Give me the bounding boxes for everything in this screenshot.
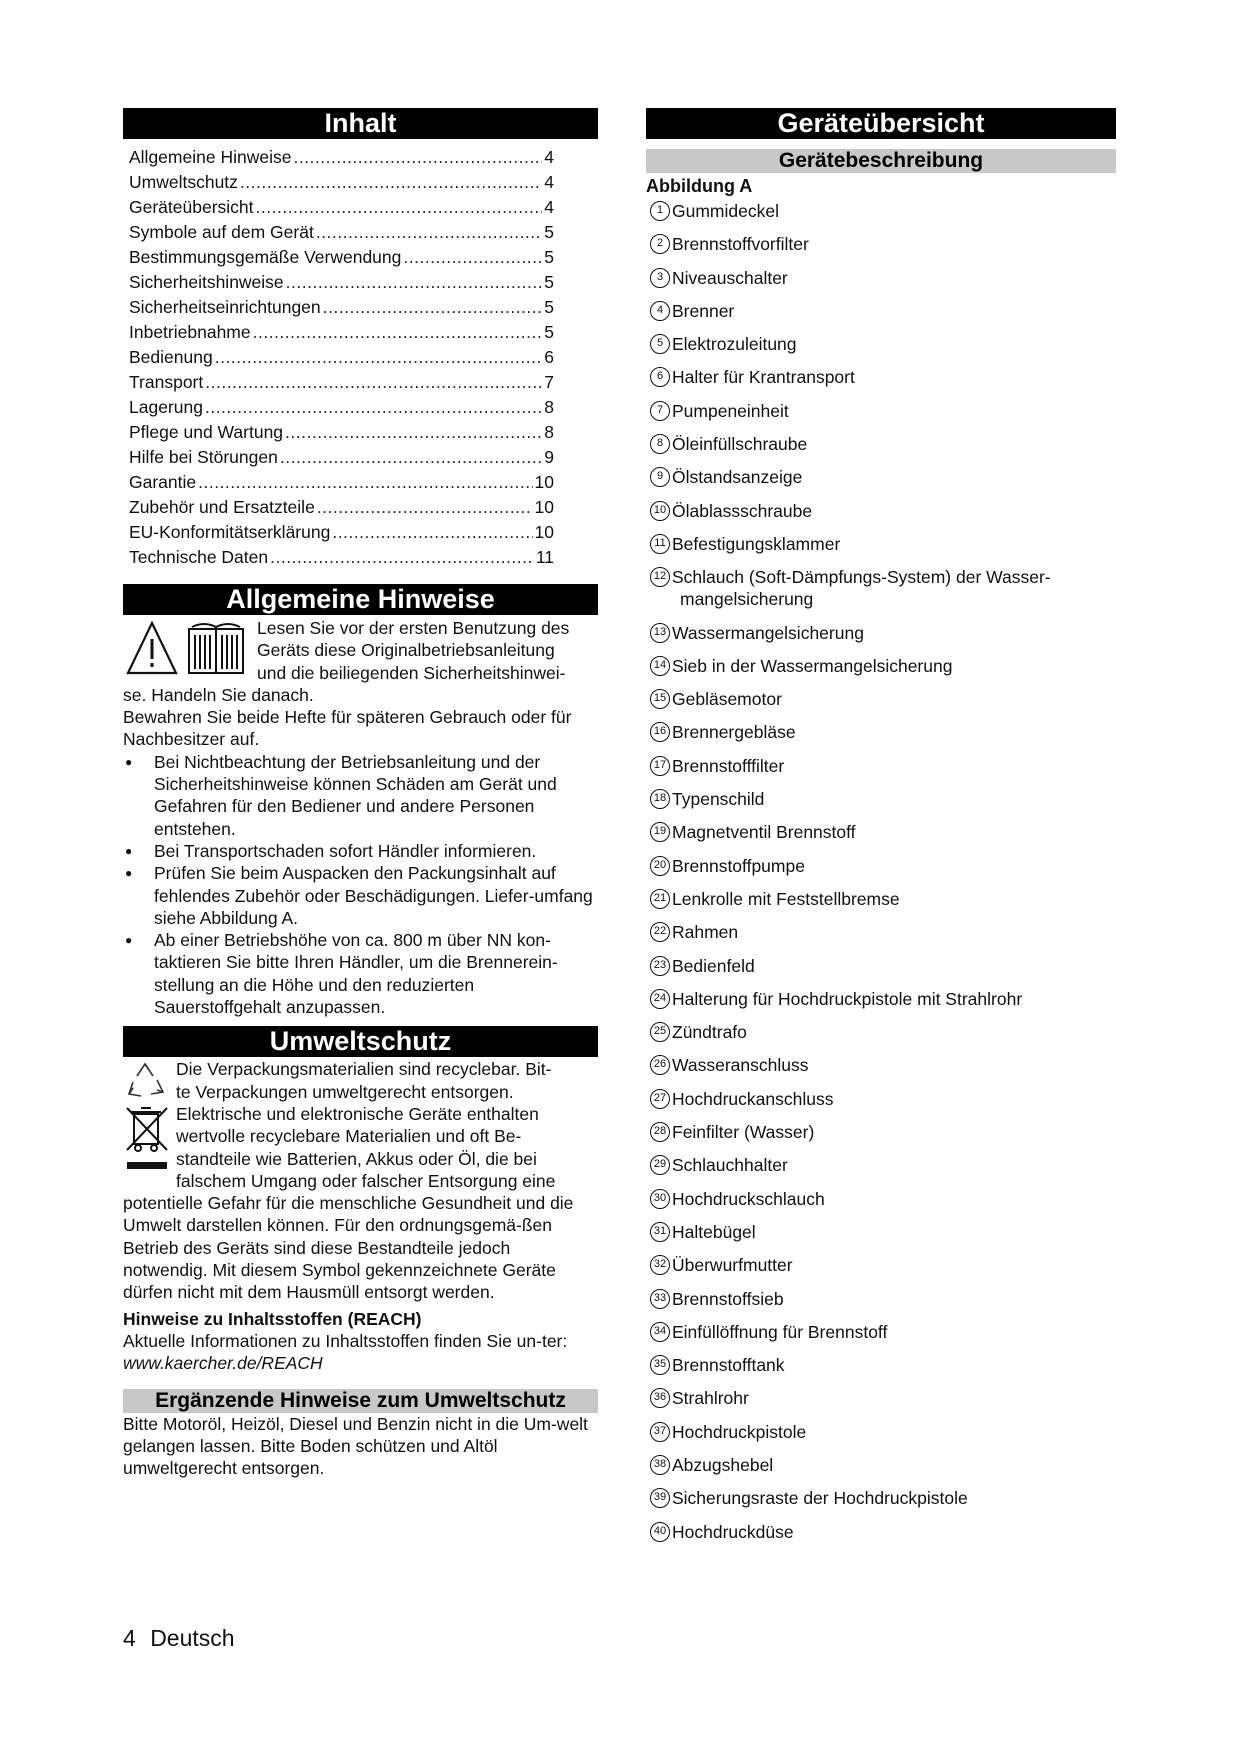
- toc-page: 4: [544, 172, 554, 192]
- part-number: 7: [650, 401, 670, 421]
- part-label: Gebläsemotor: [672, 689, 782, 710]
- part-label: Befestigungsklammer: [672, 533, 841, 554]
- footer-language: Deutsch: [150, 1625, 235, 1651]
- part-number: 31: [650, 1222, 670, 1242]
- toc-page: 8: [544, 397, 554, 417]
- list-item: [646, 1321, 1116, 1343]
- parts-list: [646, 200, 1116, 1543]
- part-number: 2: [650, 234, 670, 254]
- reach-text: Aktuelle Informationen zu Inhaltsstoffen finden Sie un-ter: www.kaercher.de/REACH: [123, 1330, 568, 1374]
- part-label: Brennstoffsieb: [672, 1288, 784, 1309]
- list-item: [646, 1021, 1116, 1043]
- weee-line: standteile wie Batterien, Akkus oder Öl, die bei: [176, 1148, 537, 1169]
- toc-entry[interactable]: [129, 370, 594, 395]
- toc-entry[interactable]: [129, 545, 594, 570]
- list-item: [646, 366, 1116, 388]
- part-number: 24: [650, 989, 670, 1009]
- part-label: Schlauchhalter: [672, 1155, 788, 1176]
- toc-entry[interactable]: [129, 470, 594, 495]
- page-footer: [123, 1625, 235, 1652]
- page-number: 4: [123, 1625, 136, 1651]
- part-number: 10: [650, 501, 670, 521]
- part-label: Strahlrohr: [672, 1388, 749, 1409]
- part-number: 9: [650, 467, 670, 487]
- part-number: 38: [650, 1455, 670, 1475]
- list-item: [646, 1521, 1116, 1543]
- list-item: [646, 921, 1116, 943]
- toc-entry[interactable]: [129, 520, 594, 545]
- toc-page: 5: [544, 272, 554, 292]
- recycle-line: Die Verpackungsmaterialien sind recyclebar. Bit-: [176, 1059, 552, 1080]
- weee-line: falschem Umgang oder falscher Entsorgung eine: [176, 1170, 556, 1191]
- list-item: [646, 1354, 1116, 1376]
- list-item: [646, 1154, 1116, 1176]
- toc-title: Zubehör und Ersatzteile: [129, 497, 315, 517]
- part-label: Brennstofftank: [672, 1355, 785, 1376]
- list-item: [646, 721, 1116, 743]
- part-number: 18: [650, 789, 670, 809]
- list-item: [646, 200, 1116, 222]
- part-number: 37: [650, 1422, 670, 1442]
- part-number: 14: [650, 656, 670, 676]
- bullet-item: ● Prüfen Sie beim Auspacken den Packungsinhalt auf fehlendes Zubehör oder Beschädigungen. Liefer-umfang siehe Abbildung A.: [123, 862, 598, 929]
- part-number: 12: [650, 567, 670, 587]
- general-intro: [123, 617, 598, 1018]
- list-item: [646, 333, 1116, 355]
- list-item: [646, 1487, 1116, 1509]
- part-label: Halter für Krantransport: [672, 367, 855, 388]
- list-item: [646, 955, 1116, 977]
- toc-title: EU-Konformitätserklärung: [129, 522, 331, 542]
- part-label: Wasseranschluss: [672, 1055, 809, 1076]
- toc-page: 11: [535, 547, 554, 567]
- toc-title: Bedienung: [129, 347, 213, 367]
- part-label: Brennstoffpumpe: [672, 855, 805, 876]
- toc-page: 5: [544, 322, 554, 342]
- list-item: [646, 755, 1116, 777]
- list-item: [646, 267, 1116, 289]
- list-item: [646, 788, 1116, 810]
- part-number: 6: [650, 367, 670, 387]
- part-number: 17: [650, 756, 670, 776]
- keep-note: Bewahren Sie beide Hefte für späteren Gebrauch oder für Nachbesitzer auf.: [123, 707, 572, 750]
- part-number: 40: [650, 1522, 670, 1542]
- list-item: [646, 688, 1116, 710]
- part-number: 1: [650, 201, 670, 221]
- part-number: 33: [650, 1289, 670, 1309]
- toc-entry[interactable]: [129, 245, 594, 270]
- part-label: Wassermangelsicherung: [672, 622, 864, 643]
- toc-page: 10: [534, 472, 554, 492]
- list-item: [646, 533, 1116, 555]
- part-number: 3: [650, 268, 670, 288]
- description-heading: Gerätebeschreibung: [646, 149, 1116, 173]
- recycle-line: te Verpackungen umweltgerecht entsorgen.: [176, 1081, 514, 1102]
- toc-heading: Inhalt: [123, 108, 598, 139]
- extra-env-heading: Ergänzende Hinweise zum Umweltschutz: [123, 1389, 598, 1413]
- intro-line: se. Handeln Sie danach.: [123, 684, 314, 705]
- part-number: 30: [650, 1189, 670, 1209]
- reach-link[interactable]: www.kaercher.de/REACH: [123, 1353, 323, 1374]
- part-label: Brennergebläse: [672, 722, 796, 743]
- part-number: 5: [650, 334, 670, 354]
- table-of-contents: [123, 145, 598, 570]
- list-item: [646, 500, 1116, 522]
- list-item: [646, 655, 1116, 677]
- part-label: Haltebügel: [672, 1221, 756, 1242]
- part-label: Abzugshebel: [672, 1454, 774, 1475]
- toc-title: Lagerung: [129, 397, 203, 417]
- extra-env-text: Bitte Motoröl, Heizöl, Diesel und Benzin nicht in die Um-welt gelangen lassen. Bitte Boden schützen und Altöl umweltgerecht entsorgen.: [123, 1413, 588, 1479]
- weee-line: Elektrische und elektronische Geräte enthalten: [176, 1103, 539, 1124]
- reach-title: Hinweise zu Inhaltsstoffen (REACH): [123, 1308, 422, 1329]
- part-number: 15: [650, 689, 670, 709]
- toc-title: Sicherheitshinweise: [129, 272, 284, 292]
- toc-page: 7: [544, 372, 554, 392]
- toc-title: Bestimmungsgemäße Verwendung: [129, 247, 402, 267]
- recycling-weee-icon: [123, 1058, 173, 1178]
- figure-label: Abbildung A: [646, 176, 753, 196]
- toc-page: 8: [544, 422, 554, 442]
- toc-entry[interactable]: [129, 495, 594, 520]
- list-item: [646, 988, 1116, 1010]
- list-item: [646, 400, 1116, 422]
- list-item: [646, 1288, 1116, 1310]
- part-number: 25: [650, 1022, 670, 1042]
- part-label: Überwurfmutter: [672, 1255, 793, 1276]
- toc-title: Pflege und Wartung: [129, 422, 284, 442]
- list-item: [646, 888, 1116, 910]
- toc-page: 10: [534, 497, 554, 517]
- toc-page: 6: [544, 347, 554, 367]
- list-item: [646, 1188, 1116, 1210]
- part-number: 39: [650, 1488, 670, 1508]
- environment-section: [123, 1058, 598, 1374]
- part-label: Pumpeneinheit: [672, 400, 789, 421]
- toc-entry[interactable]: [129, 270, 594, 295]
- part-label: Brennstoffvorfilter: [672, 234, 809, 255]
- toc-entry[interactable]: [129, 320, 594, 345]
- general-bullets: [123, 751, 598, 1019]
- toc-title: Transport: [129, 372, 204, 392]
- weee-line: wertvolle recyclebare Materialien und oft Be-: [176, 1126, 522, 1147]
- part-label: Feinfilter (Wasser): [672, 1122, 815, 1143]
- list-item: [646, 466, 1116, 488]
- part-number: 36: [650, 1388, 670, 1408]
- part-label: Ölstandsanzeige: [672, 467, 803, 488]
- toc-page: 5: [544, 247, 554, 267]
- left-column: [123, 108, 598, 1479]
- list-item: [646, 1421, 1116, 1443]
- part-number: 13: [650, 623, 670, 643]
- toc-entry[interactable]: [129, 170, 594, 195]
- part-number: 19: [650, 822, 670, 842]
- toc-title: Garantie: [129, 472, 197, 492]
- part-label: Hochdruckpistole: [672, 1421, 807, 1442]
- part-number: 26: [650, 1055, 670, 1075]
- list-item: [646, 1088, 1116, 1110]
- part-number: 8: [650, 434, 670, 454]
- part-number: 21: [650, 889, 670, 909]
- right-column: [646, 108, 1116, 1554]
- part-number: 27: [650, 1089, 670, 1109]
- list-item: [646, 1254, 1116, 1276]
- part-number: 4: [650, 301, 670, 321]
- part-label: Ölablassschraube: [672, 500, 813, 521]
- list-item: [646, 1221, 1116, 1243]
- part-number: 34: [650, 1322, 670, 1342]
- toc-page: 10: [534, 522, 554, 542]
- list-item: [646, 855, 1116, 877]
- list-item: [646, 1121, 1116, 1143]
- toc-title: Umweltschutz: [129, 172, 238, 192]
- part-label: Niveauschalter: [672, 267, 788, 288]
- list-item: [646, 821, 1116, 843]
- part-label: Gummideckel: [672, 201, 779, 221]
- part-label: Sicherungsraste der Hochdruckpistole: [672, 1488, 968, 1509]
- toc-title: Inbetriebnahme: [129, 322, 251, 342]
- part-label: Hochdruckanschluss: [672, 1088, 834, 1109]
- part-label: Öleinfüllschraube: [672, 434, 808, 455]
- part-number: 16: [650, 722, 670, 742]
- list-item: [646, 233, 1116, 255]
- toc-entry[interactable]: [129, 345, 594, 370]
- intro-line: und die beiliegenden Sicherheitshinwei-: [257, 662, 566, 683]
- list-item: [646, 1387, 1116, 1409]
- part-label: Hochdruckschlauch: [672, 1188, 825, 1209]
- toc-entry[interactable]: [129, 220, 594, 245]
- part-label: Magnetventil Brennstoff: [672, 822, 856, 843]
- toc-entry[interactable]: [129, 145, 594, 170]
- part-label: Halterung für Hochdruckpistole mit Strahlrohr: [672, 988, 1023, 1009]
- part-label: Hochdruckdüse: [672, 1521, 794, 1542]
- part-label: Typenschild: [672, 789, 765, 810]
- list-item: [646, 1054, 1116, 1076]
- toc-page: 4: [544, 147, 554, 167]
- toc-entry[interactable]: [129, 420, 594, 445]
- part-label: Lenkrolle mit Feststellbremse: [672, 888, 900, 909]
- toc-title: Hilfe bei Störungen: [129, 447, 278, 467]
- bullet-item: ● Ab einer Betriebshöhe von ca. 800 m über NN kon-taktieren Sie bitte Ihren Händler, um die Brennerein-stellung an die Höhe und den reduzierten Sauerstoffgehalt anzupassen.: [123, 929, 598, 1018]
- bullet-item: ● Bei Nichtbeachtung der Betriebsanleitung und der Sicherheitshinweise können Schäden am Gerät und Gefahren für den Bediener und andere Personen entstehen.: [123, 751, 598, 840]
- weee-text: potentielle Gefahr für die menschliche Gesundheit und die Umwelt darstellen können. Für den ordnungsgemä-ßen Betrieb des Geräts sind diese Bestandteile jedoch notwendig. Mit diesem Symbol gekennzeichnete Geräte dürfen nicht mit dem Hausmüll entsorgt werden.: [123, 1193, 574, 1303]
- part-label: Einfüllöffnung für Brennstoff: [672, 1321, 888, 1342]
- part-label: Zündtrafo: [672, 1022, 747, 1043]
- environment-heading: Umweltschutz: [123, 1026, 598, 1057]
- part-label: Schlauch (Soft-Dämpfungs-System) der Wasser-: [672, 567, 1051, 588]
- part-number: 29: [650, 1155, 670, 1175]
- toc-title: Allgemeine Hinweise: [129, 147, 292, 167]
- part-label: Brennstofffilter: [672, 755, 785, 776]
- toc-entry[interactable]: [129, 195, 594, 220]
- part-number: 11: [650, 534, 670, 554]
- overview-heading: Geräteübersicht: [646, 108, 1116, 139]
- toc-page: 5: [544, 222, 554, 242]
- part-label: Bedienfeld: [672, 955, 755, 976]
- intro-line: Geräts diese Originalbetriebsanleitung: [257, 640, 555, 661]
- toc-entry[interactable]: [129, 445, 594, 470]
- toc-page: 9: [544, 447, 554, 467]
- list-item: [646, 433, 1116, 455]
- list-item: [646, 300, 1116, 322]
- list-item: [646, 566, 1116, 610]
- warning-manual-icon: [125, 619, 251, 679]
- toc-entry[interactable]: [129, 395, 594, 420]
- part-label: Rahmen: [672, 922, 739, 943]
- part-number: 20: [650, 856, 670, 876]
- list-item: [646, 1454, 1116, 1476]
- toc-page: 4: [544, 197, 554, 217]
- part-number: 35: [650, 1355, 670, 1375]
- part-number: 32: [650, 1255, 670, 1275]
- toc-title: Symbole auf dem Gerät: [129, 222, 314, 242]
- part-number: 23: [650, 956, 670, 976]
- toc-page: 5: [544, 297, 554, 317]
- toc-title: Geräteübersicht: [129, 197, 254, 217]
- toc-entry[interactable]: [129, 295, 594, 320]
- general-heading: Allgemeine Hinweise: [123, 584, 598, 615]
- toc-title: Technische Daten: [129, 547, 269, 567]
- part-label: Elektrozuleitung: [672, 334, 797, 355]
- part-label: Sieb in der Wassermangelsicherung: [672, 655, 953, 676]
- toc-title: Sicherheitseinrichtungen: [129, 297, 321, 317]
- part-label: Brenner: [672, 300, 735, 321]
- part-number: 28: [650, 1122, 670, 1142]
- list-item: [646, 622, 1116, 644]
- intro-line: Lesen Sie vor der ersten Benutzung des: [257, 618, 570, 638]
- part-number: 22: [650, 922, 670, 942]
- bullet-item: ● Bei Transportschaden sofort Händler informieren.: [123, 840, 598, 862]
- part-label-cont: mangelsicherung: [680, 589, 814, 610]
